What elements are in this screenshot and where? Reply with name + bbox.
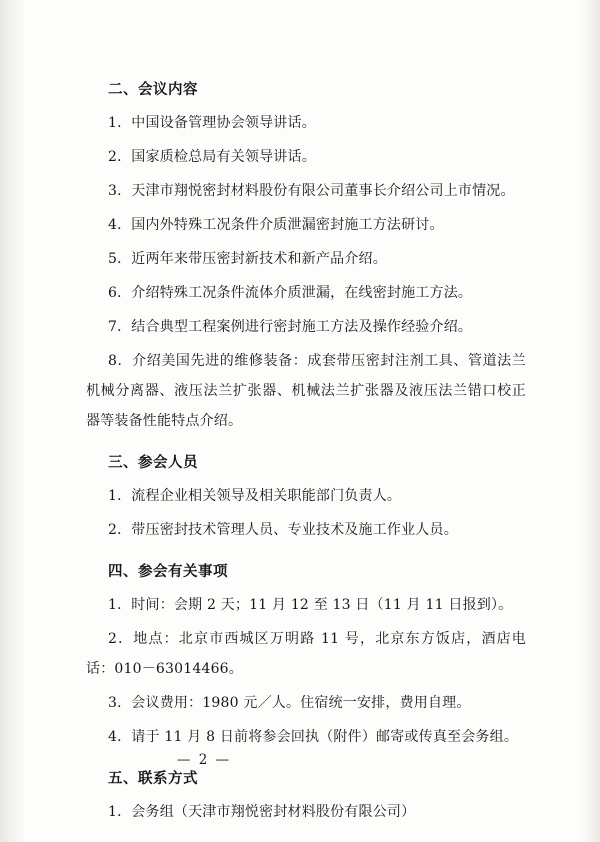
paragraph: 6．介绍特殊工况条件流体介质泄漏，在线密封施工方法。 — [108, 285, 473, 301]
paragraph: 2．地点：北京市西城区万明路 11 号，北京东方饭店，酒店电话：010－63014466。 — [86, 631, 526, 677]
section-heading: 三、参会人员 — [108, 454, 198, 471]
paragraph: 1．时间：会期 2 天；11 月 12 至 13 日（11 月 11 日报到）。 — [108, 597, 513, 613]
section-heading: 四、参会有关事项 — [108, 563, 228, 580]
section-heading: 二、会议内容 — [108, 81, 198, 98]
page-footer — [0, 752, 600, 768]
paragraph: 4．请于 11 月 8 日前将参会回执（附件）邮寄或传真至会务组。 — [108, 729, 519, 745]
paragraph: 4．国内外特殊工况条件介质泄漏密封施工方法研讨。 — [108, 217, 444, 233]
document-body — [86, 78, 526, 831]
paragraph: 1．流程企业相关领导及相关职能部门负责人。 — [108, 488, 402, 504]
section-heading: 五、联系方式 — [108, 770, 198, 787]
paragraph: 1．会务组（天津市翔悦密封材料股份有限公司） — [108, 804, 416, 820]
paragraph: 8．介绍美国先进的维修装备：成套带压密封注剂工具、管道法兰机械分离器、液压法兰扩张器、机械法兰扩张器及液压法兰错口校正器等装备性能特点介绍。 — [86, 353, 526, 429]
paragraph: 1．中国设备管理协会领导讲话。 — [108, 115, 316, 131]
paragraph: 5．近两年来带压密封新技术和新产品介绍。 — [108, 251, 387, 267]
paragraph: 3．天津市翔悦密封材料股份有限公司董事长介绍公司上市情况。 — [108, 183, 515, 199]
paragraph: 3．会议费用：1980 元／人。住宿统一安排，费用自理。 — [108, 695, 471, 711]
paragraph: 7．结合典型工程案例进行密封施工方法及操作经验介绍。 — [108, 319, 473, 335]
page-number: — 2 — — [176, 752, 232, 768]
paragraph: 2．带压密封技术管理人员、专业技术及施工作业人员。 — [108, 522, 458, 538]
paragraph: 2．国家质检总局有关领导讲话。 — [108, 149, 316, 165]
